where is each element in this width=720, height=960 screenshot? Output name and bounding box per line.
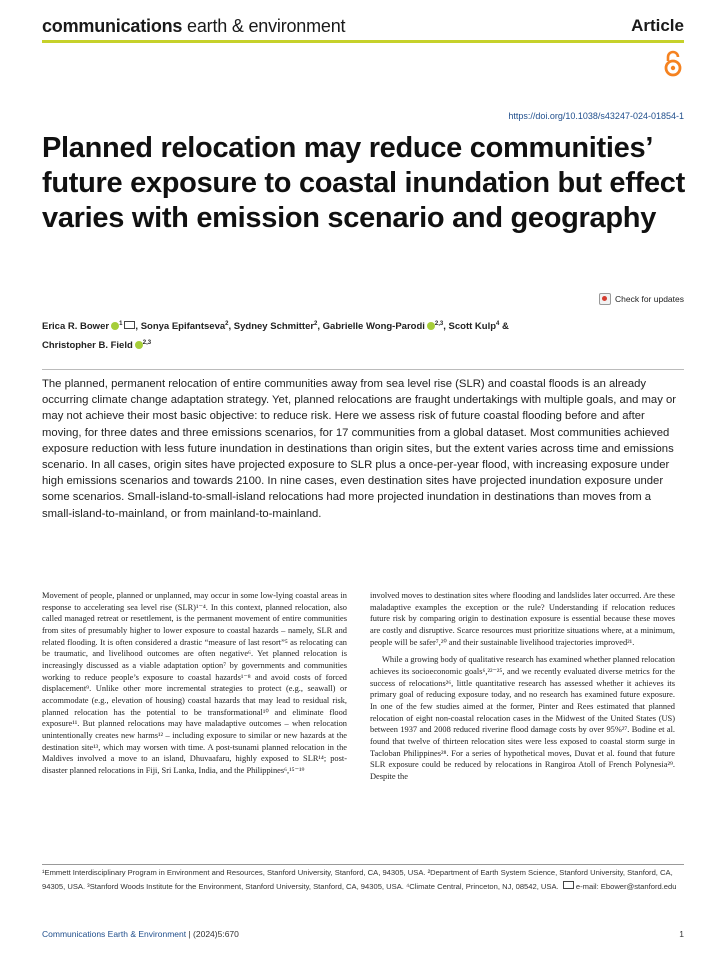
author-name[interactable]: Scott Kulp: [448, 321, 497, 333]
body-paragraph: While a growing body of qualitative research has examined whether planned relocation achieves its socioeconomic goals⁶,²²⁻²⁵, and we recently evaluated diverse metrics for the success of relocations²⁶, little quantitative research has assessed whether it achieves its primary goal of reducing exposure today, and no research has examined future exposure. In one of the few studies aimed at the former, Pinter and Rees estimated that planned relocation of eight non-coastal relocation cases in the Midwest of the United States (US) between 1937 and 2008 reduced riverine flood damage costs by over 95%²⁷. Bodine et al. found that twelve of thirteen relocation sites were less exposed to coastal storm surge in Tacloban Philippines²⁸. For a series of hypothetical moves, Duvat et al. found that future SLR exposure could be reduced by relocations in Rangiroa Atoll of French Polynesia²⁹. Despite the: [370, 655, 675, 781]
author-affiliation: 2,3: [434, 321, 444, 327]
section-divider: [42, 369, 684, 370]
body-paragraph: Movement of people, planned or unplanned, may occur in some low-lying coastal areas in response to accelerating sea level rise (SLR)¹⁻⁴. In this context, planned relocation, also called managed retreat or resettlement, is the permanent movement of entire communities from sites of presumably higher to lower exposure to coastal hazards – namely, SLR and related flooding. It is often considered a drastic “measure of last resort”⁵ as relocating can be traumatic, and livelihood outcomes are often negative⁶. Yet planned relocation is increasingly discussed as a viable adaptation option⁷ by governments and communities working to reduce people’s exposure to coastal hazards¹⁻⁸ and avoid costs of forced displacement⁹. Unlike other more incremental strategies to protect (e.g., seawall) or accommodate (e.g., elevation of housing) coastal hazards that may lead to residual risk, planned relocation has the potential to be transformational¹⁰ and eliminate flood exposure¹¹. But planned relocations may have maladaptive outcomes – when relocation unintentionally creates new harms¹² – including exposure to similar or new hazards at the destination site¹³, which may worsen with time. A post-tsunami planned relocation in the Maldives involved a move to an island, Dhuvaafaru, highly exposed to SLR¹⁴; post-disaster planned relocations in Fiji, Sri Lanka, India, and the Philippines⁶,¹⁵⁻¹⁹: [42, 591, 347, 775]
email-icon[interactable]: [124, 321, 135, 329]
author-name[interactable]: Sydney Schmitter: [233, 321, 315, 333]
article-type-label: Article: [631, 16, 684, 35]
author-affiliation: 2,3: [142, 340, 152, 347]
footer-journal-name[interactable]: Communications Earth & Environment: [42, 929, 187, 939]
body-column-left: [42, 590, 347, 777]
orcid-icon[interactable]: [427, 322, 435, 330]
email-icon: [563, 881, 574, 889]
check-updates-label: Check for updates: [615, 294, 684, 304]
article-title: Planned relocation may reduce communities’ future exposure to coastal inundation but effect varies with emission scenario and geography: [42, 132, 685, 234]
author-affiliation: 2: [225, 321, 229, 327]
page-number: 1: [679, 929, 684, 939]
author-affiliation: 2: [314, 321, 318, 327]
author-affiliation: 4: [496, 321, 500, 327]
affiliations-text: ¹Emmett Interdisciplinary Program in Environment and Resources, Stanford University, Stanford, CA, 94305, USA. ²Department of Earth System Science, Stanford University, Stanford, CA, 94305, USA. ³Stanford Woods Institute for the Environment, Stanford University, Stanford, CA, 94305, USA. ⁴Climate Central, Princeton, NJ, 08542, USA.: [42, 868, 673, 891]
author-name[interactable]: Christopher B. Field: [42, 340, 133, 352]
header-rule: [42, 40, 684, 43]
author-name[interactable]: Erica R. Bower: [42, 321, 110, 333]
footnote-rule: [42, 864, 684, 865]
check-updates-icon: [599, 293, 611, 305]
abstract: The planned, permanent relocation of entire communities away from sea level rise (SLR) and coastal floods is an already occurring climate change adaptation strategy. Yet, planned relocations are fraught undertakings with multiple goals, and may or may not achieve their most basic objective: to reduce risk. Here we assess risk of future coastal flooding before and after moving, for three dates and three emissions scenarios, for 17 communities from a global dataset. Most communities achieved exposure reduction with less future inundation in destinations than origin sites, but the extent varies across time and emissions scenario. In all cases, origin sites have projected exposure to SLR plus a once-per-year flood, with increasing exposure under high emissions scenarios and towards 2100. In nine cases, even destination sites have projected inundation exposure under some scenarios. Small-island-to-small-island relocations had more projected inundation in destinations than moves from a small-island-to-mainland, or from mainland-to-mainland.: [42, 378, 677, 520]
orcid-icon[interactable]: [135, 341, 143, 349]
affiliations-footnote: [42, 866, 687, 893]
body-paragraph: involved moves to destination sites where flooding and landslides later occurred. Are these maladaptive examples the exception or the rule? Understanding if relocation reduces future risk by comparing origin to destination exposure is essential because these moves are costly and disruptive. Scarce resources must prioritize situations where, at a minimum, people will be safer⁷,²⁰ and their sustainable livelihood trajectories improved²¹.: [370, 591, 675, 647]
author-name[interactable]: Sonya Epifantseva: [140, 321, 226, 333]
body-column-right: [370, 590, 675, 783]
author-affiliation: 1: [119, 321, 123, 327]
author-name[interactable]: Gabrielle Wong-Parodi: [322, 321, 425, 333]
author-list: Erica R. Bower $^1$ , Sonya Epifantseva$^2$, Sydney Schmitter$^2$, Gabrielle Wong-Parodi $^{2,3}$, Scott Kulp$^4$ & Christopher B. Field $^{2,3}$: [42, 321, 509, 352]
footer-volume: | (2024)5:670: [188, 929, 239, 939]
open-access-icon[interactable]: [662, 50, 684, 78]
orcid-icon[interactable]: [111, 322, 119, 330]
corresponding-email[interactable]: e-mail: Ebower@stanford.edu: [575, 881, 677, 891]
doi-link[interactable]: https://doi.org/10.1038/s43247-024-01854-1: [508, 111, 684, 121]
footer-citation: [42, 929, 239, 939]
check-updates-button[interactable]: [599, 293, 684, 305]
journal-name[interactable]: communications earth & environment: [42, 16, 346, 36]
